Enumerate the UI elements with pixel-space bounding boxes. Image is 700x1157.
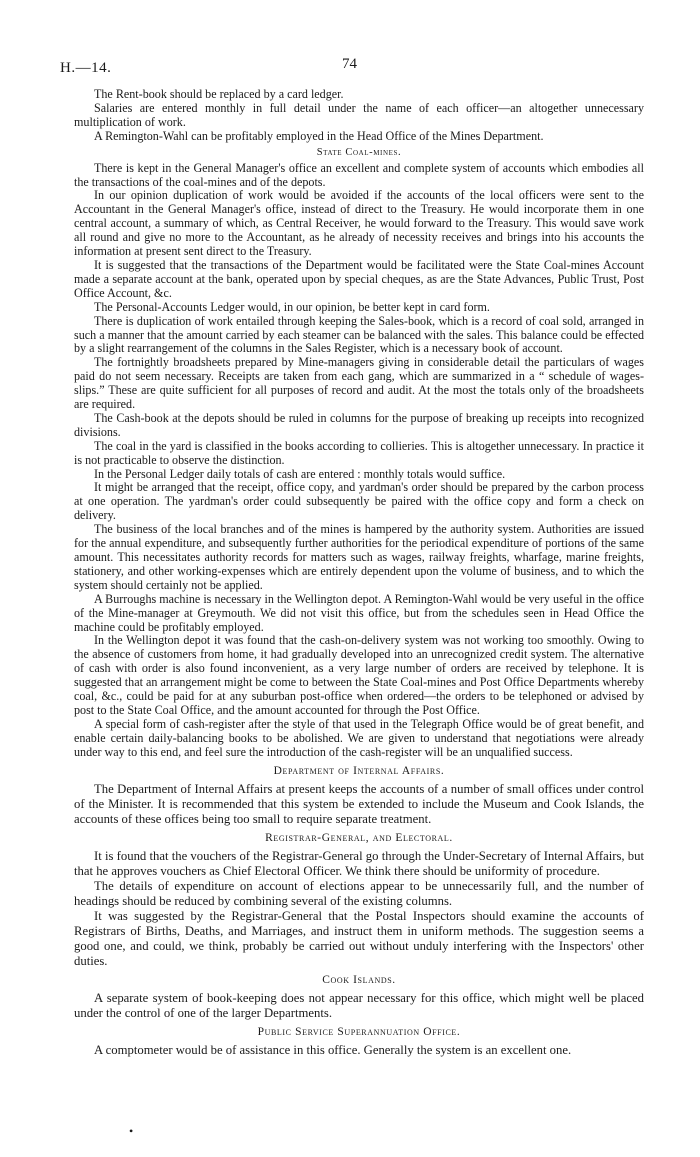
paragraph: Salaries are entered monthly in full detail under the name of each officer—an altogether unnecessary multiplication of work. [74, 100, 644, 129]
paragraph: A special form of cash-register after the style of that used in the Telegraph Office would be of great benefit, and enable certain daily-balancing books to be abolished. We are given to understand that negotiations were already under way to this end, and feel sure the introduction of the cash-register will be an unqualified success. [74, 716, 644, 759]
paragraph: There is kept in the General Manager's office an excellent and complete system of accounts which embodies all the transactions of the coal-mines and of the depots. [74, 160, 644, 189]
paragraph: The Cash-book at the depots should be ruled in columns for the purpose of breaking up receipts into recognized divisions. [74, 410, 644, 439]
paragraph: The Rent-book should be replaced by a card ledger. [94, 87, 344, 101]
paragraph: It might be arranged that the receipt, office copy, and yardman's order should be prepared by the carbon process at one operation. The yardman's order could subsequently be paired with the office copy and form a check on delivery. [74, 480, 644, 523]
paragraph: A comptometer would be of assistance in this office. Generally the system is an excellent one. [94, 1042, 572, 1057]
paragraph: The Personal-Accounts Ledger would, in our opinion, be better kept in card form. [94, 299, 490, 314]
section-heading: Registrar-General, and Electoral. [265, 831, 453, 844]
page-body [74, 88, 644, 1058]
paragraph: A Burroughs machine is necessary in the Wellington depot. A Remington-Wahl would be very useful in the office of the Mine-manager at Greymouth. We did not visit this office, but from the schedules seen in Head Office the machine could be profitably employed. [74, 591, 644, 634]
paragraph: It is found that the vouchers of the Registrar-General go through the Under-Secretary of Internal Affairs, but that he approves vouchers as Chief Electoral Officer. We think there should be uniformity of procedure. [74, 848, 644, 878]
paragraph: The Department of Internal Affairs at present keeps the accounts of a number of small offices under control of the Minister. It is recommended that this system be extended to include the Museum and Cook Islands, the accounts of these offices being too small to require separate treatment. [74, 781, 644, 826]
paragraph: In our opinion duplication of work would be avoided if the accounts of the local officers were sent to the Accountant in the General Manager's office, instead of direct to the Treasury. He would incorporate them in one central account, a summary of which, as Central Receiver, he would forward to the Treasury. This would save work all round and give no more to the Accountant, as he already of necessity receives and brings into his accounts the information at present sent direct to the Treasury. [74, 188, 644, 259]
paragraph: The fortnightly broadsheets prepared by Mine-managers giving in considerable detail the particulars of wages paid do not seem necessary. Receipts are taken from each gang, which are summarized in a “ schedule of wages-slips.” These are quite sufficient for all purposes of record and audit. At the most the totals only of the broadsheets are required. [74, 355, 644, 412]
section-cook-islands [74, 972, 644, 1021]
section-heading: Department of Internal Affairs. [273, 764, 445, 777]
section-registrar-general [74, 830, 644, 969]
section-heading: Cook Islands. [322, 973, 396, 986]
paragraph: The coal in the yard is classified in the books according to collieries. This is altogether unnecessary. In practice it is not practicable to observe the distinction. [74, 438, 644, 467]
section-heading: State Coal-mines. [316, 146, 402, 158]
section-intro [74, 88, 644, 144]
page-header [0, 56, 700, 84]
document-reference: H.—14. [60, 60, 112, 76]
section-heading: Public Service Superannuation Office. [257, 1025, 461, 1038]
paragraph: The details of expenditure on account of elections appear to be unnecessarily full, and the number of headings should be reduced by combining several of the existing columns. [74, 878, 644, 908]
paragraph: It is suggested that the transactions of the Department would be facilitated were the State Coal-mines Account made a separate account at the bank, operated upon by special cheques, as are the State Advances, Public Trust, Post Office Account, &c. [74, 257, 644, 300]
paragraph: In the Personal Ledger daily totals of cash are entered : monthly totals would suffice. [94, 466, 506, 481]
paragraph: In the Wellington depot it was found that the cash-on-delivery system was not working too smoothly. Owing to the absence of customers from home, it had gradually developed into an unrecognized credit system. The alternative of cash with order is also found inconvenient, as a very large number of orders are received by telephone. It is suggested that an arrangement might be come to between the State Coal-mines and Post Office Departments whereby coal, &c., could be paid for at any suburban post-office when ordered—the orders to be telephoned or advised by post to the State Coal Office, and the amount accounted for through the Post Office. [74, 633, 644, 717]
section-state-coal-mines [74, 146, 644, 760]
paragraph: The business of the local branches and of the mines is hampered by the authority system. Authorities are issued for the annual expenditure, and subsequently further authorities for the periodical expenditure of portions of the same amount. This necessitates authority records for matters such as wages, railway freights, wharfage, marine freights, stationery, and other working-expenses which are entirely dependent upon the volume of business, and to which the system should certainly not be applied. [74, 522, 644, 592]
paragraph: A Remington-Wahl can be profitably employed in the Head Office of the Mines Department. [94, 128, 544, 143]
section-superannuation [74, 1024, 644, 1058]
print-speck: • [129, 1124, 134, 1138]
section-internal-affairs [74, 763, 644, 827]
page-number: 74 [342, 56, 357, 72]
paragraph: There is duplication of work entailed through keeping the Sales-book, which is a record of coal sold, arranged in such a manner that the amount carried by each steamer can be balanced with the sales. This balance could be effected by a slight rearrangement of the columns in the Sales Register, which is a necessary book of account. [74, 313, 644, 356]
paragraph: A separate system of book-keeping does not appear necessary for this office, which might well be placed under the control of one of the larger Departments. [74, 990, 644, 1020]
paragraph: It was suggested by the Registrar-General that the Postal Inspectors should examine the accounts of Registrars of Births, Deaths, and Marriages, and instruct them in uniform methods. The suggestion seems a good one, and could, we think, probably be carried out without unduly interfering with the Inspectors' other duties. [74, 908, 644, 968]
